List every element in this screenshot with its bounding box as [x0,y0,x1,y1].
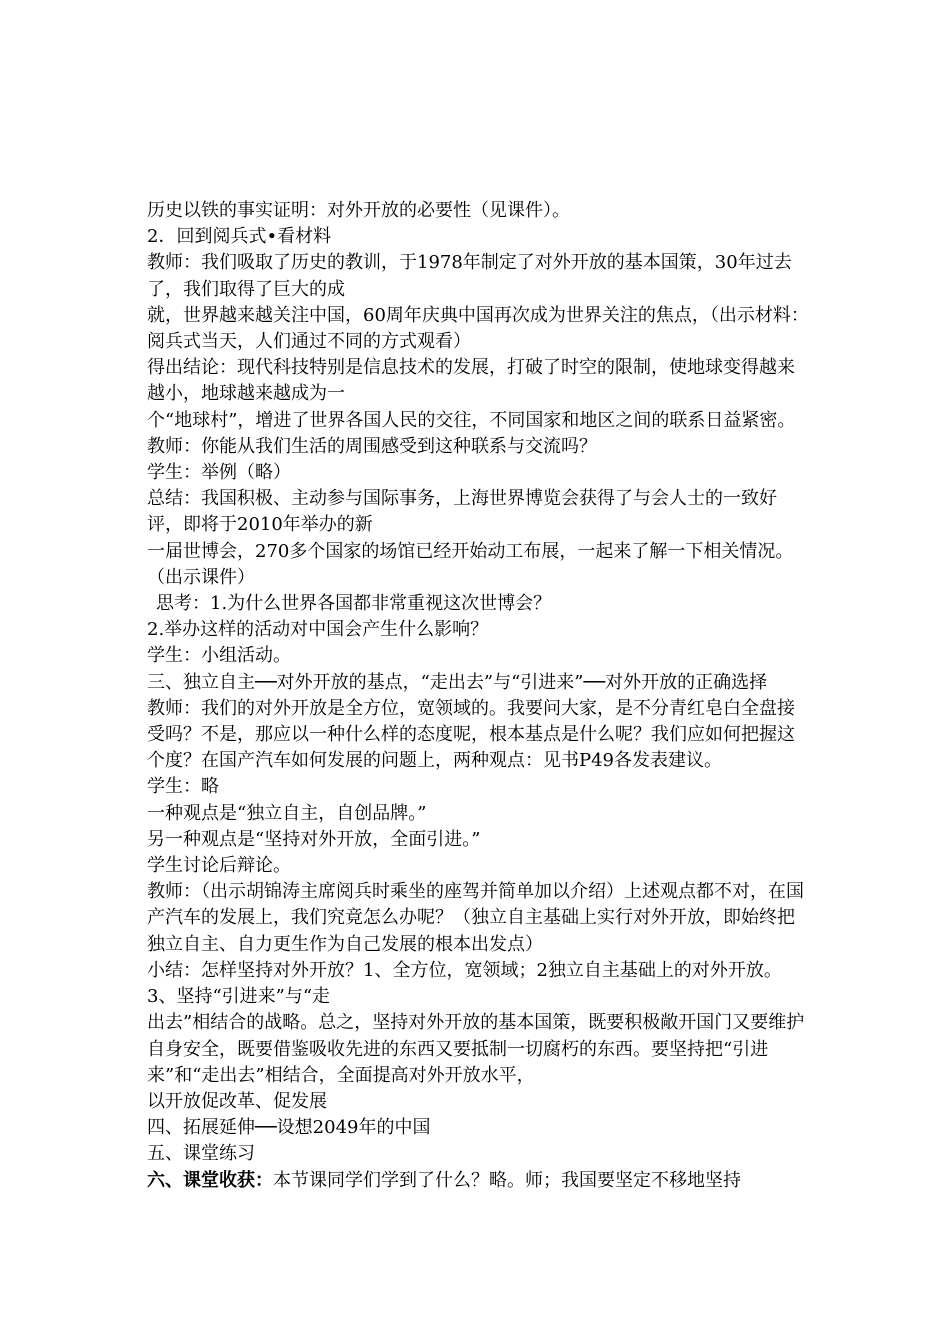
text-line: 个“地球村”，增进了世界各国人民的交往，不同国家和地区之间的联系日益紧密。 [147,409,796,431]
text-line: 2．回到阅兵式•看材料 [147,226,332,248]
text-line: 教师：我们的对外开放是全方位，宽领域的。我要问大家，是不分青红皂白全盘接受吗？不是，那应以一种什么样的态度呢，根本基点是什么呢？我们应如何把握这个度？在国产汽车如何发展的问题上，两种观点：见书P49各发表建议。 [147,697,795,772]
text-line: 学生：略 [147,776,219,798]
section-heading: 五、课堂练习 [147,1143,255,1165]
text-line: 思考：1.为什么世界各国都非常重视这次世博会？ [156,593,552,615]
document-body [147,198,811,1194]
text-line: 得出结论：现代科技特别是信息技术的发展，打破了时空的限制，使地球变得越来越小，地球越来越成为一 [147,357,795,405]
text-line: 小结：怎样坚持对外开放？1、全方位，宽领域；2独立自主基础上的对外开放。3、坚持“引进来”与“走 [147,959,782,1008]
text-line: 2.举办这样的活动对中国会产生什么影响？ [147,619,489,641]
text-inline: 本节课同学们学到了什么？略。师；我国要坚定不移地坚持 [273,1169,741,1191]
text-line: 出去”相结合的战略。总之，坚持对外开放的基本国策，既要积极敞开国门又要维护自身安全，既要借鉴吸收先进的东西又要抵制一切腐朽的东西。要坚持把“引进来”和“走出去”相结合，全面提高对外开放水平， [147,1012,805,1086]
text-line: 教师：你能从我们生活的周围感受到这种联系与交流吗？ [147,435,597,457]
text-line: 历史以铁的事实证明：对外开放的必要性（见课件）。 [147,200,570,221]
text-line: 学生讨论后辩论。 [147,855,291,877]
text-line: 以开放促改革、促发展 [147,1090,327,1112]
text-line: 就，世界越来越关注中国，60周年庆典中国再次成为世界关注的焦点，（出示材料：阅兵式当天，人们通过不同的方式观看） [147,304,809,353]
text-line: 另一种观点是“坚持对外开放，全面引进。” [147,828,481,850]
text-line: 总结：我国积极、主动参与国际事务，上海世界博览会获得了与会人士的一致好评，即将于2010年举办的新 [147,488,777,536]
text-line [147,1168,811,1194]
section-heading-inline: 六、课堂收获： [147,1169,273,1191]
text-line: 一种观点是“独立自主，自创品牌。” [147,802,427,824]
text-line: 一届世博会，270多个国家的场馆已经开始动工布展，一起来了解一下相关情况。（出示课件） [147,540,794,588]
text-line: 教师：（出示胡锦涛主席阅兵时乘坐的座驾并简单加以介绍）上述观点都不对，在国产汽车的发展上，我们究竟怎么办呢？（独立自主基础上实行对外开放，即始终把独立自主、自力更生作为自己发展的根本出发点） [147,881,804,955]
section-heading: 三、独立自主──对外开放的基点，“走出去”与“引进来”──对外开放的正确选择 [147,671,768,693]
text-line: 学生：小组活动。 [147,645,291,667]
section-heading: 四、拓展延伸──设想2049年的中国 [147,1117,431,1139]
text-line: 教师：我们吸取了历史的教训，于1978年制定了对外开放的基本国策，30年过去了，我们取得了巨大的成 [147,252,792,300]
text-line: 学生：举例（略） [147,462,291,484]
